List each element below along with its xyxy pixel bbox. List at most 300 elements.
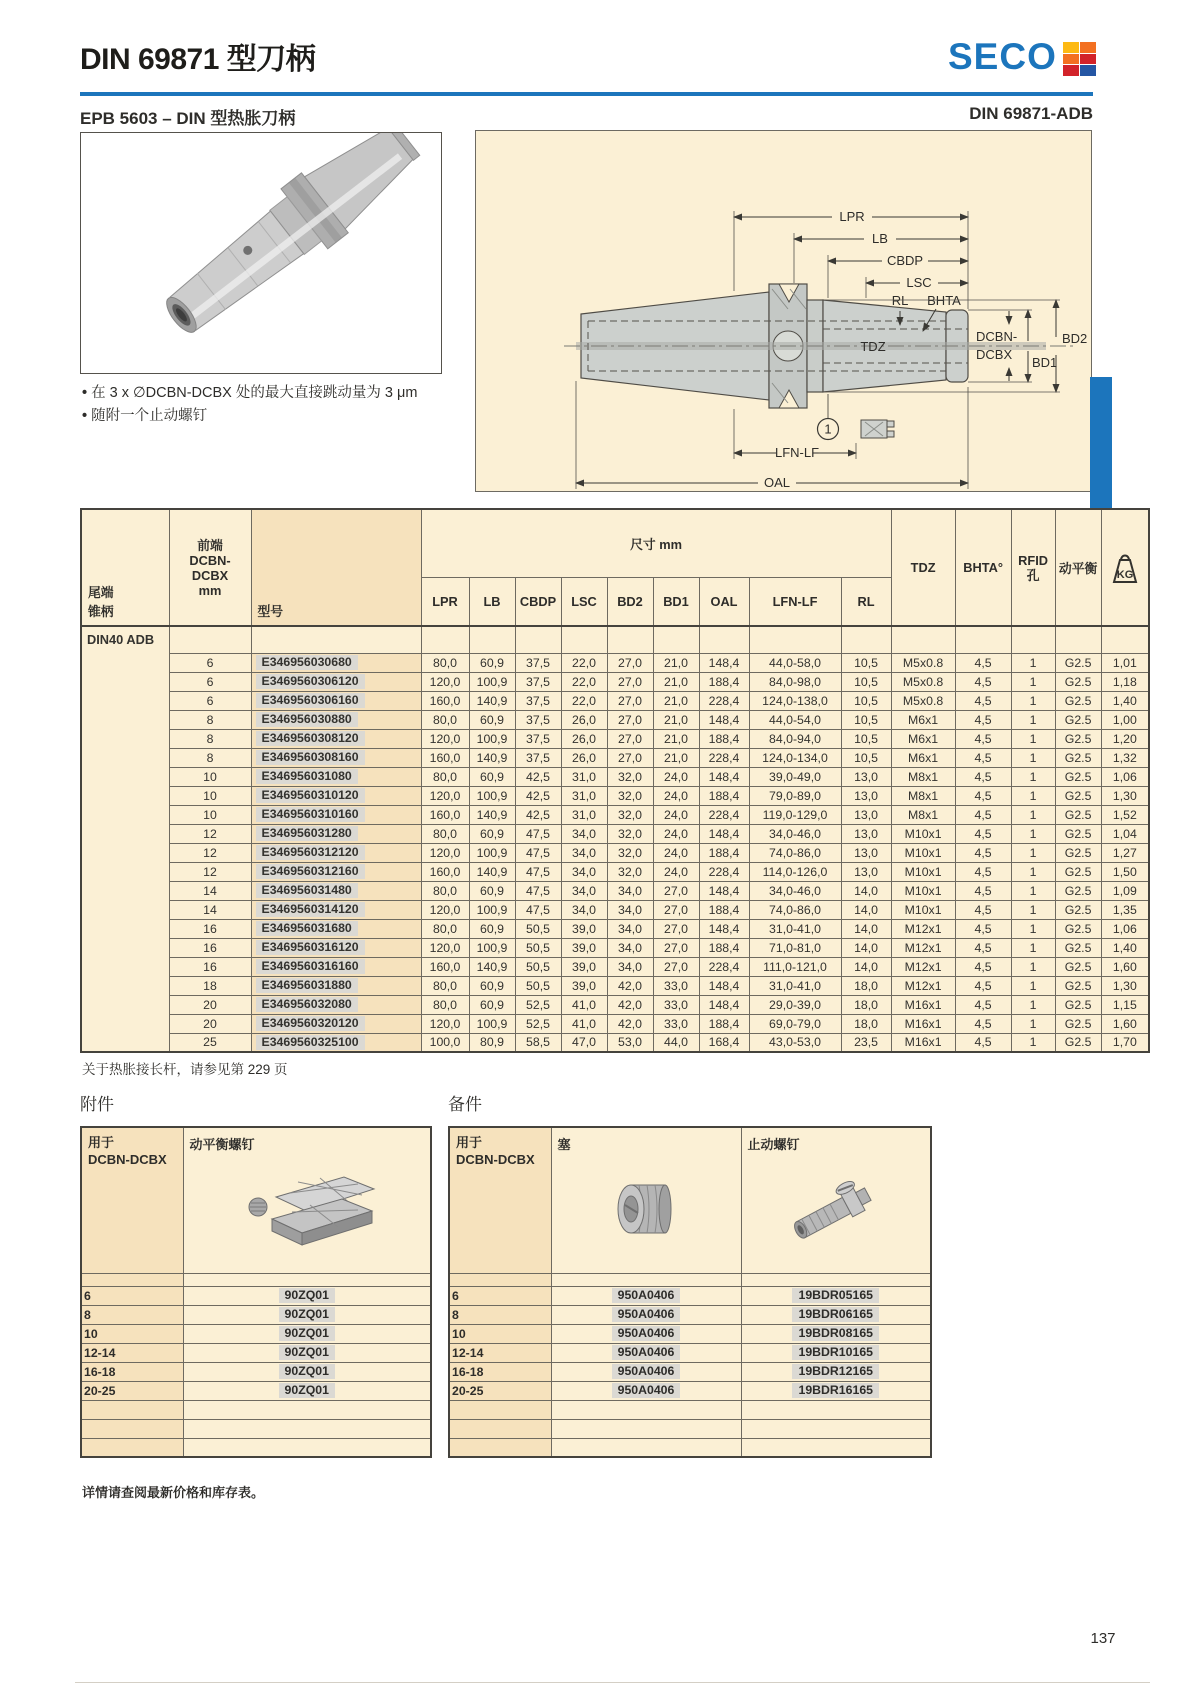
spares-table [448,1126,932,1458]
empty-row [449,1438,931,1457]
table-row [449,1381,931,1400]
dim-cell: 1,20 [1101,729,1149,748]
logo-square [1080,54,1096,65]
dim-cell: 100,9 [469,672,515,691]
part-number: 950A0406 [612,1383,681,1398]
dim-cell: 4,5 [955,824,1011,843]
table-row [81,995,1149,1014]
dim-cell: 14,0 [841,919,891,938]
model-cell [251,1033,421,1052]
part-number: 19BDR16165 [792,1383,879,1398]
dim-cell: 1,30 [1101,976,1149,995]
dim-cell: 1 [1011,691,1055,710]
col-header-lpr: LPR [421,577,469,626]
dim-cell: 21,0 [653,710,699,729]
col-header-lfnlf: LFN-LF [749,577,841,626]
part-number: E3469560308160 [256,750,365,765]
part-number: 19BDR08165 [792,1326,879,1341]
part-number: E3469560314120 [256,902,365,917]
table-row [81,1305,431,1324]
dim-cell: 1,09 [1101,881,1149,900]
dim-cell: 27,0 [607,729,653,748]
sp-col-plug [551,1127,741,1273]
page-edge-tab [1090,377,1112,520]
dim-label-lsc: LSC [906,275,932,290]
dim-cell: 21,0 [653,729,699,748]
part-number: E346956031080 [256,769,358,784]
part-number: 19BDR10165 [792,1345,879,1360]
dim-cell: 111,0-121,0 [749,957,841,976]
dim-cell: 4,5 [955,957,1011,976]
table-row [81,748,1149,767]
dim-cell: 100,9 [469,1014,515,1033]
model-cell [251,672,421,691]
dim-cell: 37,5 [515,729,561,748]
dim-cell: 1 [1011,862,1055,881]
dim-cell: 1 [1011,805,1055,824]
dim-cell: 27,0 [607,653,653,672]
dim-cell: G2.5 [1055,824,1101,843]
col-header-balance: 动平衡 [1055,509,1101,626]
empty-row [449,1419,931,1438]
front-size-cell: 20 [169,995,251,1014]
part-number: E346956031280 [256,826,358,841]
dim-cell: 41,0 [561,1014,607,1033]
seco-logo [948,36,1096,77]
front-size-cell: 8 [169,729,251,748]
dim-cell: 1 [1011,653,1055,672]
screw-part-cell [183,1362,431,1381]
front-size-cell: 14 [169,881,251,900]
acc-col-for [81,1127,183,1273]
dim-cell: 10,5 [841,653,891,672]
dim-cell: 4,5 [955,995,1011,1014]
dim-cell: 114,0-126,0 [749,862,841,881]
dim-cell: 13,0 [841,767,891,786]
dim-cell: 21,0 [653,672,699,691]
col-header-lb: LB [469,577,515,626]
dim-cell: 160,0 [421,957,469,976]
model-cell [251,729,421,748]
model-cell [251,919,421,938]
dim-cell: 18,0 [841,1014,891,1033]
dim-cell: 140,9 [469,691,515,710]
dim-cell: M10x1 [891,881,955,900]
dim-cell: 52,5 [515,1014,561,1033]
dim-cell: 34,0 [561,824,607,843]
dim-cell: 13,0 [841,862,891,881]
accessories-table [80,1126,432,1458]
for-cell [81,1273,183,1286]
dim-cell: 24,0 [653,843,699,862]
dim-cell: 160,0 [421,691,469,710]
screw-part-cell [183,1305,431,1324]
front-size-cell: 8 [169,748,251,767]
model-cell [251,805,421,824]
dim-cell: 24,0 [653,786,699,805]
for-cell: 6 [81,1286,183,1305]
for-cell: 16-18 [449,1362,551,1381]
model-cell [251,767,421,786]
dim-cell: G2.5 [1055,862,1101,881]
model-cell [251,862,421,881]
empty-cell [421,626,469,653]
dim-cell: 4,5 [955,805,1011,824]
dim-cell: 1 [1011,710,1055,729]
part-number: 90ZQ01 [279,1326,335,1341]
front-size-cell: 6 [169,672,251,691]
part-number: E3469560312120 [256,845,365,860]
front-size-cell: 6 [169,691,251,710]
part-number: 950A0406 [612,1364,681,1379]
dim-cell: 27,0 [607,691,653,710]
table-row [81,1286,431,1305]
dim-cell: 37,5 [515,748,561,767]
dim-cell: 60,9 [469,881,515,900]
front-size-cell: 14 [169,900,251,919]
model-cell [251,824,421,843]
dim-cell: 47,5 [515,881,561,900]
dim-cell: 100,9 [469,843,515,862]
stop-part-cell [741,1286,931,1305]
part-number: E346956030880 [256,712,358,727]
empty-cell [741,1419,931,1438]
dim-cell: 39,0 [561,976,607,995]
spares-table-body [449,1273,931,1457]
dim-cell: 32,0 [607,843,653,862]
dim-cell: 148,4 [699,710,749,729]
dim-cell: 39,0 [561,957,607,976]
dimension-drawing-icon [476,131,1089,489]
col-header-rfid [1011,509,1055,626]
logo-square [1063,54,1079,65]
front-size-cell: 16 [169,957,251,976]
model-cell [251,976,421,995]
dim-cell: 4,5 [955,729,1011,748]
for-cell: 12-14 [449,1343,551,1362]
dim-cell: 39,0 [561,938,607,957]
model-cell [251,786,421,805]
dim-cell: 31,0 [561,805,607,824]
stop-part-cell [741,1324,931,1343]
dim-label-dcbx: DCBX [976,347,1013,362]
dim-cell: 27,0 [607,710,653,729]
dim-cell: 37,5 [515,653,561,672]
dim-cell: 42,0 [607,995,653,1014]
dim-cell: 4,5 [955,691,1011,710]
dim-cell: 60,9 [469,767,515,786]
dim-cell: 42,5 [515,786,561,805]
front-size-cell: 8 [169,710,251,729]
dim-cell: G2.5 [1055,672,1101,691]
dim-cell: M16x1 [891,995,955,1014]
dim-cell: 32,0 [607,862,653,881]
dim-cell: 120,0 [421,729,469,748]
dim-cell: 34,0 [607,957,653,976]
dim-cell: 1,04 [1101,824,1149,843]
dim-cell: 80,0 [421,881,469,900]
dim-cell: 188,4 [699,938,749,957]
dim-cell: M8x1 [891,786,955,805]
dim-cell: 47,5 [515,843,561,862]
for-cell [449,1273,551,1286]
dim-cell: 27,0 [607,672,653,691]
dim-cell: G2.5 [1055,957,1101,976]
dim-cell: 24,0 [653,862,699,881]
dim-cell: 50,5 [515,938,561,957]
acc-col-screw-label: 动平衡螺钉 [189,1137,255,1152]
dim-cell: G2.5 [1055,1033,1101,1052]
dim-cell: G2.5 [1055,653,1101,672]
logo-square [1063,65,1079,76]
bullet-setscrew: • 随附一个止动螺钉 [82,405,417,428]
for-cell: 8 [449,1305,551,1324]
dim-cell: 44,0-58,0 [749,653,841,672]
empty-cell [607,626,653,653]
empty-cell [653,626,699,653]
part-number: 90ZQ01 [279,1307,335,1322]
dim-cell: 34,0 [561,843,607,862]
dim-cell: 53,0 [607,1033,653,1052]
dim-cell: 1 [1011,729,1055,748]
dim-cell: M6x1 [891,748,955,767]
dim-cell: 42,5 [515,767,561,786]
empty-cell [1101,626,1149,653]
dim-cell: 4,5 [955,710,1011,729]
for-cell: 20-25 [81,1381,183,1400]
for-cell: 20-25 [449,1381,551,1400]
empty-cell [551,1273,741,1286]
dim-cell: 160,0 [421,862,469,881]
page-title: DIN 69871 型刀柄 [80,43,316,76]
part-number: E3469560312160 [256,864,365,879]
dim-cell: 41,0 [561,995,607,1014]
dim-cell: 14,0 [841,938,891,957]
dim-cell: M10x1 [891,900,955,919]
front-size-cell: 25 [169,1033,251,1052]
dim-cell: 119,0-129,0 [749,805,841,824]
table-row [81,805,1149,824]
stop-part-cell [741,1305,931,1324]
dim-cell: M10x1 [891,862,955,881]
feature-bullets [82,382,417,428]
dim-cell: 120,0 [421,672,469,691]
dim-cell: 4,5 [955,748,1011,767]
dim-cell: 43,0-53,0 [749,1033,841,1052]
dim-cell: 32,0 [607,805,653,824]
dim-cell: 120,0 [421,1014,469,1033]
dim-cell: 188,4 [699,729,749,748]
dim-label-dcbn: DCBN- [976,329,1018,344]
dim-cell: 80,0 [421,995,469,1014]
weight-kg-icon [1105,548,1145,584]
page-number: 137 [1090,1630,1116,1647]
dim-cell: 34,0 [561,862,607,881]
dim-cell: 74,0-86,0 [749,843,841,862]
for-cell: 10 [81,1324,183,1343]
dim-cell: 60,9 [469,824,515,843]
table-row [81,824,1149,843]
toolholder-photo-icon [81,133,439,371]
dim-cell: 69,0-79,0 [749,1014,841,1033]
dim-cell: M10x1 [891,824,955,843]
dim-cell: 60,9 [469,919,515,938]
part-number: E346956030680 [256,655,358,670]
dim-cell: 21,0 [653,653,699,672]
tail-group-cell: DIN40 ADB [81,626,169,1052]
dim-cell: 14,0 [841,957,891,976]
part-number: 950A0406 [612,1307,681,1322]
empty-cell [841,626,891,653]
dim-cell: 52,5 [515,995,561,1014]
empty-cell [891,626,955,653]
dim-cell: 120,0 [421,786,469,805]
dim-cell: 4,5 [955,786,1011,805]
dim-cell: 100,9 [469,786,515,805]
dim-cell: 10,5 [841,710,891,729]
dim-cell: 26,0 [561,710,607,729]
dim-cell: 31,0-41,0 [749,976,841,995]
for-cell: 8 [81,1305,183,1324]
logo-square [1080,42,1096,53]
dim-label-oal: OAL [763,475,791,489]
dim-cell: 1 [1011,786,1055,805]
plug-part-cell [551,1286,741,1305]
dim-cell: 148,4 [699,767,749,786]
dim-cell: 124,0-138,0 [749,691,841,710]
dim-cell: 4,5 [955,653,1011,672]
model-cell [251,1014,421,1033]
dim-cell: M12x1 [891,938,955,957]
table-row [81,1362,431,1381]
dim-cell: 27,0 [653,957,699,976]
dim-cell: M5x0.8 [891,653,955,672]
dim-cell: 34,0 [561,881,607,900]
screw-part-cell [183,1381,431,1400]
dim-cell: 50,5 [515,919,561,938]
empty-row [449,1400,931,1419]
dim-cell: 13,0 [841,805,891,824]
plug-part-cell [551,1324,741,1343]
dim-cell: G2.5 [1055,786,1101,805]
dim-cell: 1,60 [1101,957,1149,976]
dim-cell: 80,9 [469,1033,515,1052]
empty-cell [749,626,841,653]
empty-cell [469,626,515,653]
dim-cell: 80,0 [421,976,469,995]
spacer-thin-row [81,1273,431,1286]
front-size-cell: 16 [169,919,251,938]
empty-cell [183,1419,431,1438]
table-row [81,1014,1149,1033]
dim-cell: 13,0 [841,843,891,862]
dim-cell: G2.5 [1055,805,1101,824]
table-row [81,881,1149,900]
model-cell [251,653,421,672]
dim-cell: 1 [1011,1014,1055,1033]
dim-cell: 14,0 [841,881,891,900]
seco-logo-mark-icon [1063,42,1096,76]
dim-cell: G2.5 [1055,919,1101,938]
model-cell [251,691,421,710]
acc-col-for-line1: 用于 [88,1135,115,1150]
table-row [81,900,1149,919]
dim-cell: M5x0.8 [891,691,955,710]
dim-cell: 4,5 [955,881,1011,900]
part-number: E3469560320120 [256,1016,365,1031]
front-size-cell: 10 [169,767,251,786]
dim-cell: 21,0 [653,748,699,767]
screw-part-cell [183,1343,431,1362]
dim-cell: 188,4 [699,900,749,919]
model-cell [251,957,421,976]
model-cell [251,881,421,900]
dim-cell: 228,4 [699,691,749,710]
dim-cell: 47,0 [561,1033,607,1052]
col-header-front-line3: DCBX [191,567,229,583]
dim-cell: 4,5 [955,919,1011,938]
series-subtitle: EPB 5603 – DIN 型热胀刀柄 [80,109,296,128]
dim-cell: 1 [1011,748,1055,767]
table-row [81,1324,431,1343]
col-header-bd2: BD2 [607,577,653,626]
part-number: E3469560316160 [256,959,365,974]
dim-cell: G2.5 [1055,900,1101,919]
dim-cell: 26,0 [561,748,607,767]
dim-cell: 228,4 [699,957,749,976]
dim-cell: 1 [1011,957,1055,976]
plug-part-cell [551,1381,741,1400]
product-photo [80,132,442,374]
empty-row [81,1400,431,1419]
dim-cell: 27,0 [653,881,699,900]
dim-cell: 50,5 [515,976,561,995]
empty-cell [515,626,561,653]
model-cell [251,995,421,1014]
dim-label-bd1: BD1 [1032,355,1058,370]
dim-cell: G2.5 [1055,843,1101,862]
dim-cell: G2.5 [1055,710,1101,729]
col-header-kg [1101,509,1149,626]
dim-cell: 1,00 [1101,710,1149,729]
dim-cell: 140,9 [469,957,515,976]
dimension-diagram [475,130,1092,492]
dim-cell: 33,0 [653,995,699,1014]
for-cell: 16-18 [81,1362,183,1381]
for-cell [81,1400,183,1419]
plug-icon [601,1167,691,1253]
table-row [81,1343,431,1362]
dim-cell: 1,70 [1101,1033,1149,1052]
dim-cell: 1 [1011,843,1055,862]
dim-cell: 1,40 [1101,691,1149,710]
dim-cell: 74,0-86,0 [749,900,841,919]
dim-cell: 34,0-46,0 [749,824,841,843]
dim-cell: 1,27 [1101,843,1149,862]
dim-label-bhta: BHTA [927,293,961,308]
dim-cell: 34,0 [607,881,653,900]
table-row [81,672,1149,691]
table-row [81,957,1149,976]
empty-cell [1011,626,1055,653]
dim-cell: 4,5 [955,862,1011,881]
kg-icon-label: KG [1116,569,1134,581]
for-cell: 10 [449,1324,551,1343]
dim-cell: 13,0 [841,786,891,805]
main-table-body [81,626,1149,1052]
table-row [81,862,1149,881]
dim-cell: 124,0-134,0 [749,748,841,767]
